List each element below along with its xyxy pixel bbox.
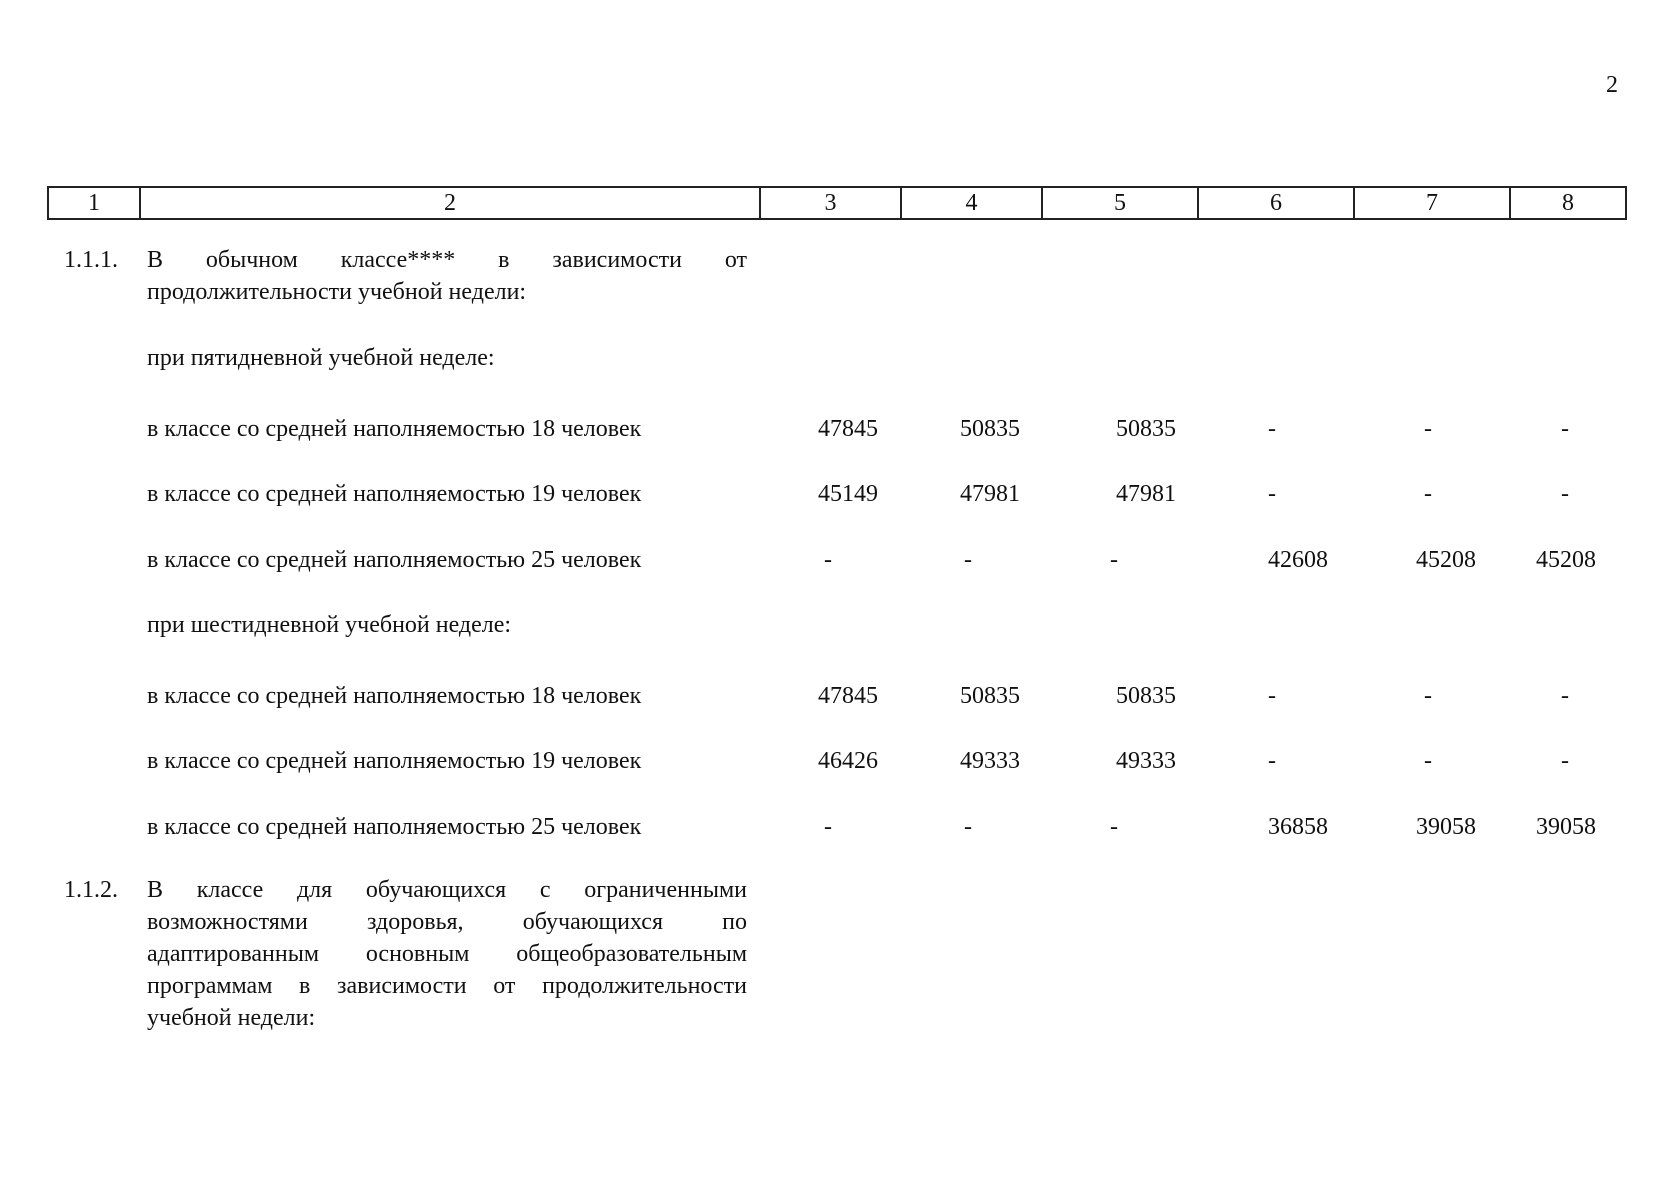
value-col-6: - (1268, 748, 1276, 774)
value-col-3: - (824, 814, 832, 840)
column-number-5: 5 (1042, 187, 1198, 219)
value-col-7: - (1424, 481, 1432, 507)
five-day-week-heading: при пятидневной учебной неделе: (147, 345, 495, 371)
section-number-1-1-1: 1.1.1. (64, 247, 118, 273)
value-col-5: - (1110, 547, 1118, 573)
value-col-7: 45208 (1416, 547, 1476, 573)
value-col-5: 49333 (1116, 748, 1176, 774)
value-col-8: 45208 (1536, 547, 1596, 573)
row-label: в классе со средней наполняемостью 25 человек (147, 814, 642, 840)
value-col-8: - (1561, 748, 1569, 774)
value-col-5: 50835 (1116, 416, 1176, 442)
section-text-1-1-1: В обычном классе**** в зависимости от продолжительности учебной недели: (147, 247, 747, 305)
value-col-6: - (1268, 481, 1276, 507)
value-col-3: 47845 (818, 683, 878, 709)
value-col-3: - (824, 547, 832, 573)
value-col-8: - (1561, 481, 1569, 507)
row-label: в классе со средней наполняемостью 18 человек (147, 683, 642, 709)
value-col-4: 49333 (960, 748, 1020, 774)
column-number-6: 6 (1198, 187, 1354, 219)
value-col-4: - (964, 547, 972, 573)
value-col-8: 39058 (1536, 814, 1596, 840)
value-col-6: - (1268, 416, 1276, 442)
value-col-4: 50835 (960, 416, 1020, 442)
value-col-6: - (1268, 683, 1276, 709)
value-col-6: 42608 (1268, 547, 1328, 573)
row-label: в классе со средней наполняемостью 25 человек (147, 547, 642, 573)
value-col-3: 47845 (818, 416, 878, 442)
page-number: 2 (1606, 72, 1618, 98)
value-col-7: 39058 (1416, 814, 1476, 840)
value-col-4: 47981 (960, 481, 1020, 507)
value-col-5: - (1110, 814, 1118, 840)
column-header-table (47, 186, 1627, 220)
section-text-1-1-2: В классе для обучающихся с ограниченными возможностями здоровья, обучающихся по адаптированным основным общеобразовательным программам в зависимости от продолжительности учебной недели: (147, 877, 747, 1031)
row-label: в классе со средней наполняемостью 19 человек (147, 481, 642, 507)
column-number-8: 8 (1510, 187, 1626, 219)
column-number-2: 2 (140, 187, 760, 219)
row-label: в классе со средней наполняемостью 18 человек (147, 416, 642, 442)
column-number-7: 7 (1354, 187, 1510, 219)
value-col-7: - (1424, 683, 1432, 709)
value-col-5: 50835 (1116, 683, 1176, 709)
column-number-1: 1 (48, 187, 140, 219)
six-day-week-heading: при шестидневной учебной неделе: (147, 612, 512, 638)
value-col-8: - (1561, 416, 1569, 442)
column-number-3: 3 (760, 187, 901, 219)
row-label: в классе со средней наполняемостью 19 человек (147, 748, 642, 774)
value-col-7: - (1424, 748, 1432, 774)
value-col-5: 47981 (1116, 481, 1176, 507)
value-col-4: 50835 (960, 683, 1020, 709)
value-col-4: - (964, 814, 972, 840)
value-col-6: 36858 (1268, 814, 1328, 840)
value-col-3: 45149 (818, 481, 878, 507)
section-number-1-1-2: 1.1.2. (64, 877, 118, 903)
column-header-row (48, 187, 1626, 219)
column-number-4: 4 (901, 187, 1042, 219)
value-col-7: - (1424, 416, 1432, 442)
value-col-8: - (1561, 683, 1569, 709)
value-col-3: 46426 (818, 748, 878, 774)
